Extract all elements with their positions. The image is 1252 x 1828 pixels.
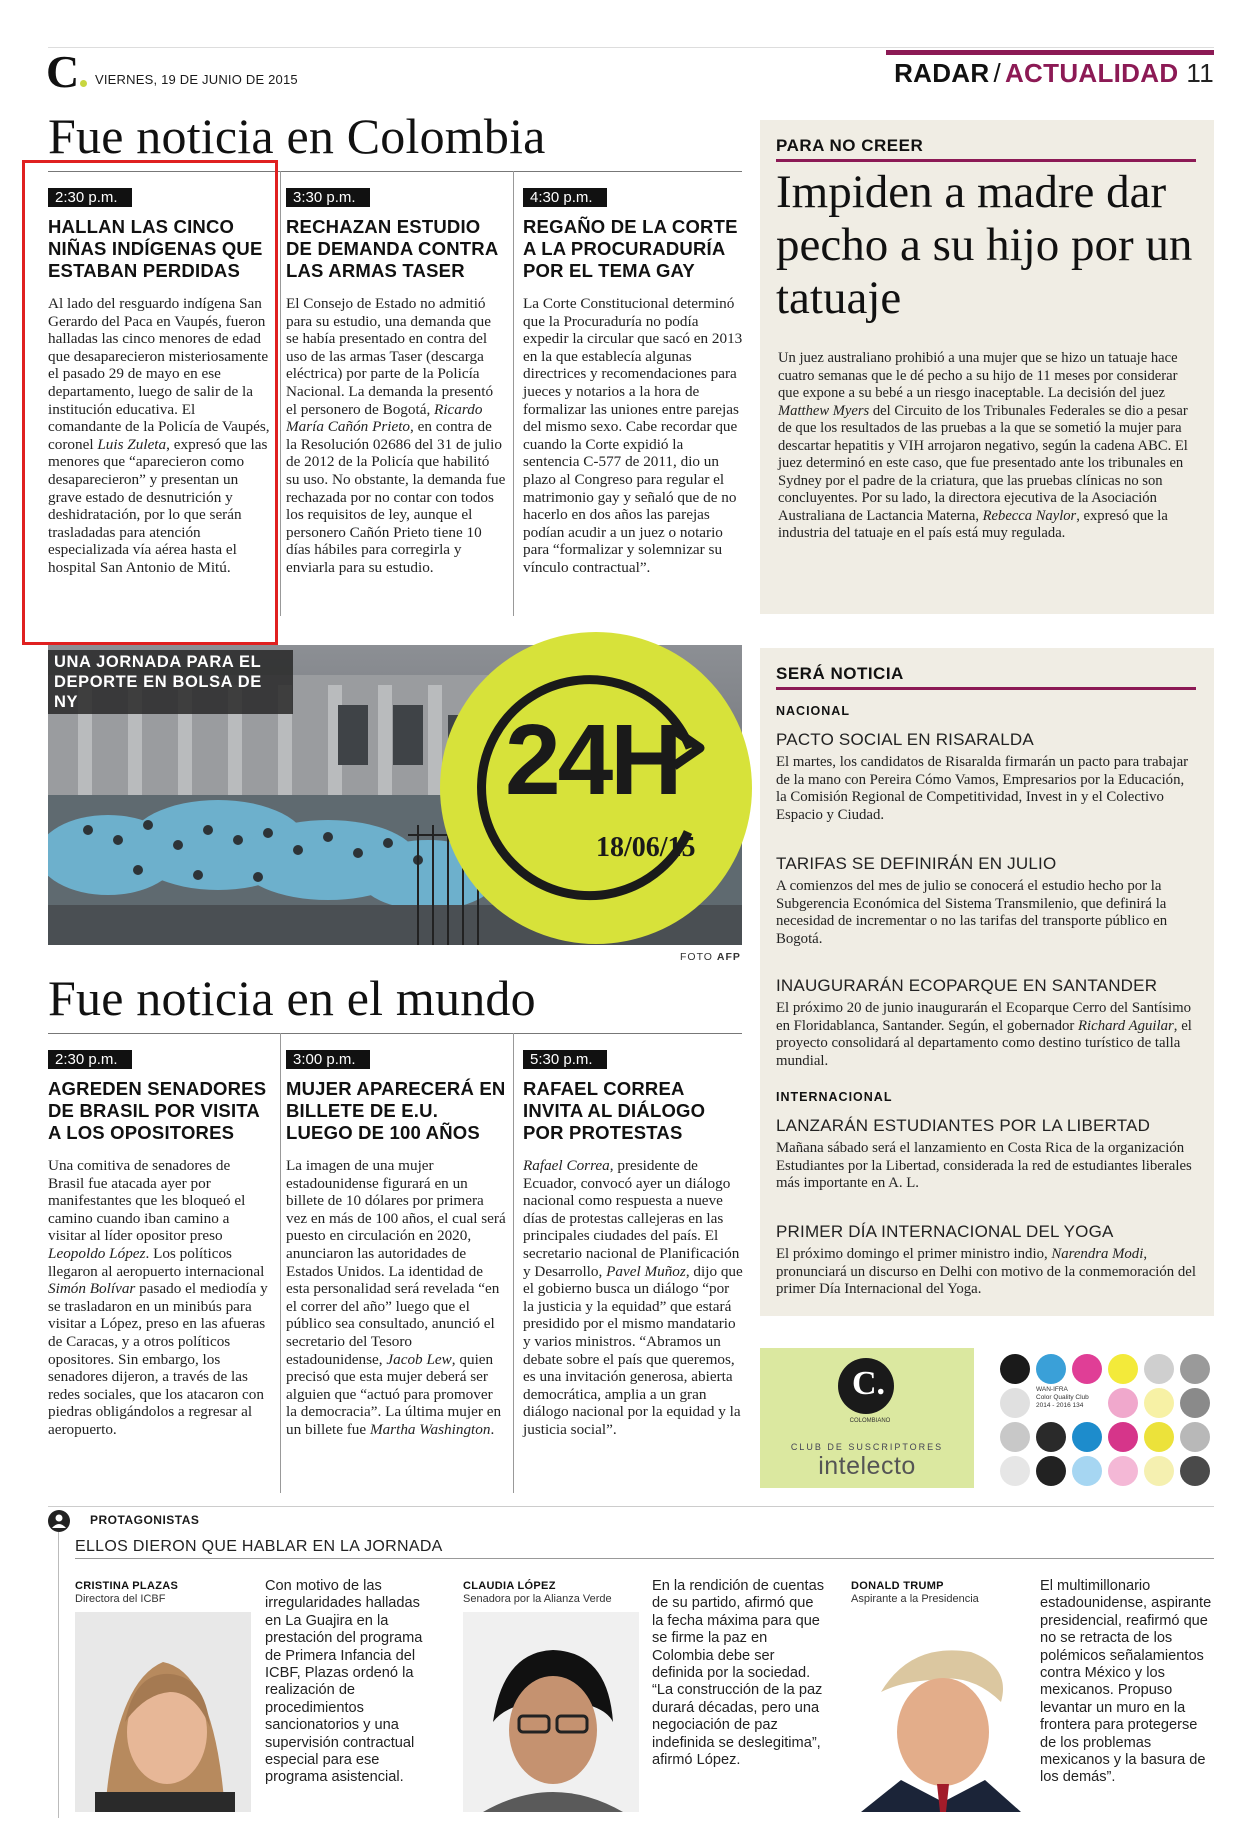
sera-noticia-item: [776, 976, 1196, 1070]
color-swatch: [1000, 1354, 1030, 1384]
color-swatch: [1072, 1422, 1102, 1452]
color-swatch: [1072, 1354, 1102, 1384]
story-time: 2:30 p.m.: [48, 1050, 132, 1069]
item-body: El próximo domingo el primer ministro indio, Narendra Modi, pronunciará un discurso en Delhi con motivo de la conmemoración del primer Día Internacional del Yoga.: [776, 1246, 1196, 1298]
item-body: El martes, los candidatos de Risaralda firmarán un pacto para trabajar de la mano con Pereira Cómo Vamos, Empresarios por la Educación, la Comisión Regional de Competitividad, Invest in y el Colectivo Espacio y Ciudad.: [776, 754, 1189, 823]
story-headline: RECHAZAN ESTUDIO DE DEMANDA CONTRA LAS ARMAS TASER: [286, 216, 498, 281]
photo-caption: UNA JORNADA PARA EL DEPORTE EN BOLSA DE NY: [48, 650, 293, 714]
kicker-rule: [776, 159, 1196, 162]
item-headline: PACTO SOCIAL EN RISARALDA: [776, 730, 1034, 749]
mundo-rule: [48, 1033, 742, 1034]
story-headline: MUJER APARECERÁ EN BILLETE DE E.U. LUEGO DE 100 AÑOS: [286, 1078, 506, 1143]
newspaper-logo: C: [46, 52, 87, 92]
person-name: DONALD TRUMP: [851, 1580, 944, 1592]
sera-noticia-item: [776, 1222, 1196, 1299]
para-no-creer-title: Impiden a madre dar pecho a su hijo por un tatuaje: [776, 166, 1193, 324]
color-swatch: [1000, 1388, 1030, 1418]
story-body: La imagen de una mujer estadounidense figurará en un billete de 10 dólares por primera vez en más de 100 años, el cual será puesto en circulación en 2020, anunciaron las autoridades de Estados Unidos. La identidad de esta personalidad será revelada “en el correr del año” luego que el público sea consultado, anunció el secretario del Tesoro estadounidense, Jacob Lew, quien precisó que esta mujer deberá ser alguien que “actuó para promover la democracia”. La última mujer en un billete fue Martha Washington.: [286, 1157, 506, 1438]
section-sub: ACTUALIDAD: [1004, 58, 1179, 88]
color-swatch: [1000, 1456, 1030, 1486]
color-quality-chart: [996, 1348, 1214, 1488]
person-quote: En la rendición de cuentas de su partido, afirmó que la fecha máxima para que se firme la paz en Colombia debe ser definida por la sociedad. “La construcción de la paz durará décadas, pero una negociación de paz indefinida se deslegitima”, afirmó López.: [652, 1578, 824, 1769]
person-icon: [48, 1510, 70, 1532]
color-swatch: [1180, 1354, 1210, 1384]
story-time: 5:30 p.m.: [523, 1050, 607, 1069]
protagonistas-vrule: [58, 1532, 59, 1818]
highlight-box: [22, 160, 278, 645]
mundo-story-3: [523, 1050, 743, 1439]
page-number: 11: [1186, 58, 1214, 88]
item-headline: TARIFAS SE DEFINIRÁN EN JULIO: [776, 854, 1057, 873]
club-line2: intelecto: [818, 1452, 916, 1480]
color-swatch: [1180, 1422, 1210, 1452]
para-no-creer-body: Un juez australiano prohibió a una mujer que se hizo un tatuaje hace cuatro semanas que le dé pecho a su hijo de 11 meses por considerar que expone a su bebé a un riesgo inaceptable. La decisión del juez Matthew Myers del Circuito de los Tribunales Federales se dio a pesar de que los resultados de las pruebas a la que se sometió la mujer para descartar hepatitis y VIH arrojaron negativo, según la cadena ABC. El juez determinó en este caso, que fue presentado ante los tribunales en Sydney por el padre de la criatura, que las pruebas clínicas no son concluyentes. Por su lado, la directora ejecutiva de la Asociación Australiana de Lactancia Materna, Rebecca Naylor, expresó que la industria del tatuaje en el país está muy regulada.: [778, 350, 1188, 541]
column-divider: [280, 171, 281, 616]
item-headline: PRIMER DÍA INTERNACIONAL DEL YOGA: [776, 1222, 1114, 1241]
person-name: CRISTINA PLAZAS: [75, 1580, 179, 1592]
story-headline: RAFAEL CORREA INVITA AL DIÁLOGO POR PROTESTAS: [523, 1078, 706, 1143]
club-logo-letter: C.: [852, 1365, 886, 1402]
portrait-lopez: [463, 1612, 639, 1812]
sera-noticia-kicker: SERÁ NOTICIA: [776, 664, 904, 683]
person-role: Aspirante a la Presidencia: [851, 1593, 979, 1605]
person-role: Directora del ICBF: [75, 1593, 166, 1605]
chart-labels: WAN-IFRA Color Quality Club 2014 - 2016 134: [1036, 1386, 1089, 1409]
color-swatch: [1036, 1456, 1066, 1486]
color-swatch: [1144, 1456, 1174, 1486]
issue-date: VIERNES, 19 DE JUNIO DE 2015: [95, 72, 298, 87]
24h-label: 24H: [505, 704, 680, 816]
colombia-title: Fue noticia en Colombia: [48, 108, 546, 164]
section-heading: [894, 58, 1214, 89]
mundo-title: Fue noticia en el mundo: [48, 970, 536, 1026]
item-body: A comienzos del mes de julio se conocerá el estudio hecho por la Subgerencia Económica del Sistema Transmilenio, que definirá la necesidad de incrementar o no las tarifas del transporte público en Bogotá.: [776, 878, 1168, 947]
colombia-story-2: [286, 188, 506, 577]
mundo-story-2: [286, 1050, 506, 1439]
color-swatch: [1144, 1354, 1174, 1384]
story-body: Rafael Correa, presidente de Ecuador, convocó ayer un diálogo nacional como respuesta a nueve días de protestas callejeras en las principales ciudades del país. El secretario nacional de Planificación y Desarrollo, Pavel Muñoz, dijo que el gobierno busca un diálogo “por la justicia y la equidad” que estará presidido por el mismo mandatario y varios ministros. “Abramos un debate sobre el país que queremos, es una invitación generosa, abierta democrática, amplia a un gran diálogo nacional por la equidad y la justicia social”.: [523, 1157, 743, 1438]
portrait-trump: [851, 1612, 1027, 1812]
item-headline: INAUGURARÁN ECOPARQUE EN SANTANDER: [776, 976, 1158, 995]
colombia-story-3: [523, 188, 743, 577]
story-body: Una comitiva de senadores de Brasil fue atacada ayer por manifestantes que les bloqueó el camino cuando iban camino a visitar al líder opositor preso Leopoldo López. Los políticos llegaron al aeropuerto internacional Simón Bolívar pasado el mediodía y se trasladaron en un minibús para visitar a López, preso en las afueras de Caracas, y a otros políticos opositores. Sin embargo, los senadores dijeron, a través de las redes sociales, que los atacaron con piedras obligándolos a regresar al aeropuerto.: [48, 1157, 268, 1438]
sera-noticia-item: [776, 854, 1196, 948]
item-body: El próximo 20 de junio inaugurarán el Ecoparque Cerro del Santísimo en Floridablanca, Santander. Según, el gobernador Richard Aguilar, el proyecto consolidará al departamento como destino turístico de talla mundial.: [776, 1000, 1192, 1069]
item-body: Mañana sábado será el lanzamiento en Costa Rica de la organización Estudiantes por la Libertad, considerada la red de estudiantes liberales más importante en A. L.: [776, 1140, 1192, 1192]
sera-noticia-item: [776, 1116, 1196, 1193]
protagonistas-label: PROTAGONISTAS: [90, 1513, 200, 1527]
para-no-creer-kicker: PARA NO CREER: [776, 136, 924, 155]
person-role: Senadora por la Alianza Verde: [463, 1593, 612, 1605]
person-quote: El multimillonario estadounidense, aspirante presidencial, reafirmó que no se retracta de los polémicos señalamientos contra México y los mexicanos. Propuso levantar un muro en la frontera para protegerse de los problemas mexicanos y la basura de los demás”.: [1040, 1578, 1212, 1786]
color-swatch: [1180, 1456, 1210, 1486]
color-swatch: [1072, 1456, 1102, 1486]
protagonistas-subtitle: ELLOS DIERON QUE HABLAR EN LA JORNADA: [75, 1538, 443, 1555]
header-top-rule: [48, 47, 1214, 48]
section-color-bar: [886, 50, 1214, 55]
item-headline: LANZARÁN ESTUDIANTES POR LA LIBERTAD: [776, 1116, 1151, 1135]
photo-credit: FOTO AFP: [680, 951, 741, 963]
nacional-label: NACIONAL: [776, 704, 850, 718]
club-line1: CLUB DE SUSCRIPTORES: [790, 1442, 944, 1452]
story-headline: AGREDEN SENADORES DE BRASIL POR VISITA A LOS OPOSITORES: [48, 1078, 267, 1143]
color-swatch: [1144, 1422, 1174, 1452]
section-slash: /: [993, 58, 1001, 88]
column-divider: [280, 1033, 281, 1493]
logo-dot: [80, 80, 87, 87]
color-swatch: [1144, 1388, 1174, 1418]
color-swatch: [1000, 1422, 1030, 1452]
sera-noticia-item: [776, 730, 1196, 824]
story-body: La Corte Constitucional determinó que la Procuraduría no podía expedir la circular que sacó en 2013 en la que establecía algunas directrices y recomendaciones para jueces y notarios a la hora de formalizar las uniones entre parejas del mismo sexo. Cabe recordar que cuando la Corte expidió la sentencia C-577 de 2011, dio un plazo al Congreso para regular el matrimonio gay y señaló que de no hacerlo en dos años las parejas podían acudir a un juez o notario para “formalizar y solemnizar su vínculo contractual”.: [523, 295, 743, 576]
color-swatch: [1108, 1456, 1138, 1486]
color-swatch: [1036, 1422, 1066, 1452]
section-main: RADAR: [894, 58, 990, 88]
color-swatch: [1180, 1388, 1210, 1418]
story-time: 3:00 p.m.: [286, 1050, 370, 1069]
story-body: Al lado del resguardo indígena San Gerardo del Paca en Vaupés, fueron halladas las cinco menores de edad que desaparecieron misteriosamente el pasado 29 de mayo en ese departamento, luego de salir de la institución educativa. El comandante de la Policía de Vaupés, coronel Luis Zuleta, expresó que las menores que “aparecieron como desaparecieron” y presentan un grave estado de desnutrición y deshidratación, por lo que serán trasladadas para atención especializada vía aérea hasta el hospital San Antonio de Mitú.: [48, 295, 270, 576]
color-swatch: [1108, 1354, 1138, 1384]
club-suscriptores-ad[interactable]: [760, 1348, 974, 1488]
club-logo-sub: COLOMBIANO: [849, 1418, 891, 1424]
internacional-label: INTERNACIONAL: [776, 1090, 893, 1104]
column-divider: [513, 1033, 514, 1493]
person-quote: Con motivo de las irregularidades halladas en La Guajira en la prestación del programa de Primera Infancia del ICBF, Plazas ordenó la realización de procedimientos sancionatorios y una supervisión contractual especial para ese programa asistencial.: [265, 1578, 423, 1786]
mundo-story-1: [48, 1050, 270, 1439]
color-swatch: [1108, 1388, 1138, 1418]
story-time: 2:30 p.m.: [48, 188, 132, 207]
person-name: CLAUDIA LÓPEZ: [463, 1580, 556, 1592]
story-headline: HALLAN LAS CINCO NIÑAS INDÍGENAS QUE ESTABAN PERDIDAS: [48, 216, 263, 281]
color-swatch: [1108, 1422, 1138, 1452]
story-body: El Consejo de Estado no admitió para su estudio, una demanda que se había presentado en contra del uso de las armas Taser (descarga eléctrica) por parte de la Policía Nacional. La demanda la presentó el personero de Bogotá, Ricardo María Cañón Prieto, en contra de la Resolución 02686 del 31 de julio de 2012 de la Policía que habilitó su uso. No obstante, la demanda fue rechazada por no contar con todos los requisitos de ley, aunque el personero Cañón Prieto tiene 10 días hábiles para corregirla y enviarla para su estudio.: [286, 295, 506, 576]
color-swatch: [1036, 1354, 1066, 1384]
portrait-plazas: [75, 1612, 251, 1812]
protagonistas-top-rule: [48, 1506, 1214, 1507]
story-time: 3:30 p.m.: [286, 188, 370, 207]
story-time: 4:30 p.m.: [523, 188, 607, 207]
24h-date: 18/06/15: [596, 832, 696, 863]
protagonistas-rule: [75, 1558, 1214, 1559]
column-divider: [513, 171, 514, 616]
story-headline: REGAÑO DE LA CORTE A LA PROCURADURÍA POR EL TEMA GAY: [523, 216, 738, 281]
kicker-rule: [776, 687, 1196, 690]
